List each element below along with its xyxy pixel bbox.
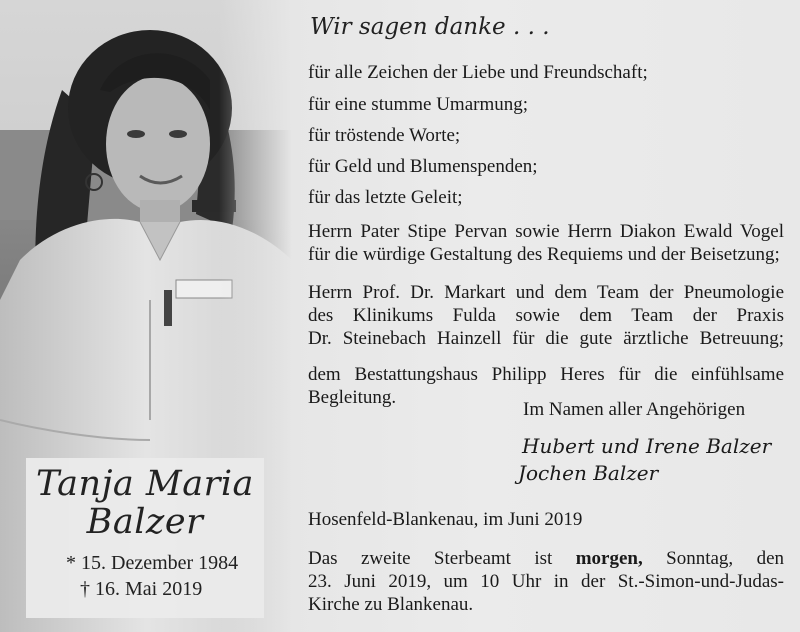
- place-date: Hosenfeld-Blankenau, im Juni 2019: [308, 509, 583, 530]
- thanks-list-item: für alle Zeichen der Liebe und Freundschaft;: [308, 62, 648, 83]
- thanks-heading: Wir sagen danke . . .: [310, 14, 550, 40]
- service-text: Sonntag, den: [666, 548, 785, 569]
- deceased-first-names: Tanja Maria: [36, 464, 254, 504]
- paragraph-line: Herrn Prof. Dr. Markart und dem Team der Pneumologie: [308, 282, 784, 303]
- thanks-list-item: für das letzte Geleit;: [308, 187, 463, 208]
- service-line: [308, 547, 784, 570]
- service-line: Kirche zu Blankenau.: [308, 594, 474, 615]
- service-text: Das zweite Sterbeamt ist: [308, 548, 553, 569]
- service-line: 23. Juni 2019, um 10 Uhr in der St.-Simon-und-Judas-: [308, 571, 784, 592]
- signature-name: Hubert und Irene Balzer: [522, 434, 772, 458]
- paragraph-line: für die würdige Gestaltung des Requiems und der Beisetzung;: [308, 244, 780, 265]
- service-emphasis: morgen,: [575, 548, 643, 569]
- thanks-paragraph-clergy: [308, 220, 784, 266]
- death-date: † 16. Mai 2019: [80, 578, 203, 600]
- thanks-paragraph-medical: [308, 281, 784, 350]
- thanks-list-item: für tröstende Worte;: [308, 125, 461, 146]
- paragraph-line: Herrn Pater Stipe Pervan sowie Herrn Diakon Ewald Vogel: [308, 221, 784, 242]
- thanks-list-item: für Geld und Blumenspenden;: [308, 156, 538, 177]
- name-box: [26, 458, 264, 618]
- paragraph-line: Begleitung.: [308, 387, 397, 408]
- service-announcement: [308, 547, 784, 616]
- signature-name: Jochen Balzer: [518, 461, 659, 485]
- deceased-last-name: Balzer: [86, 502, 204, 542]
- paragraph-line: des Klinikums Fulda sowie dem Team der Praxis: [308, 305, 784, 326]
- signature-intro: Im Namen aller Angehörigen: [523, 399, 746, 420]
- birth-date: * 15. Dezember 1984: [66, 552, 239, 574]
- paragraph-line: Dr. Steinebach Hainzell für die gute ärztliche Betreuung;: [308, 328, 784, 349]
- thanks-list-item: für eine stumme Umarmung;: [308, 94, 529, 115]
- paragraph-line: dem Bestattungshaus Philipp Heres für die einfühlsame: [308, 364, 784, 385]
